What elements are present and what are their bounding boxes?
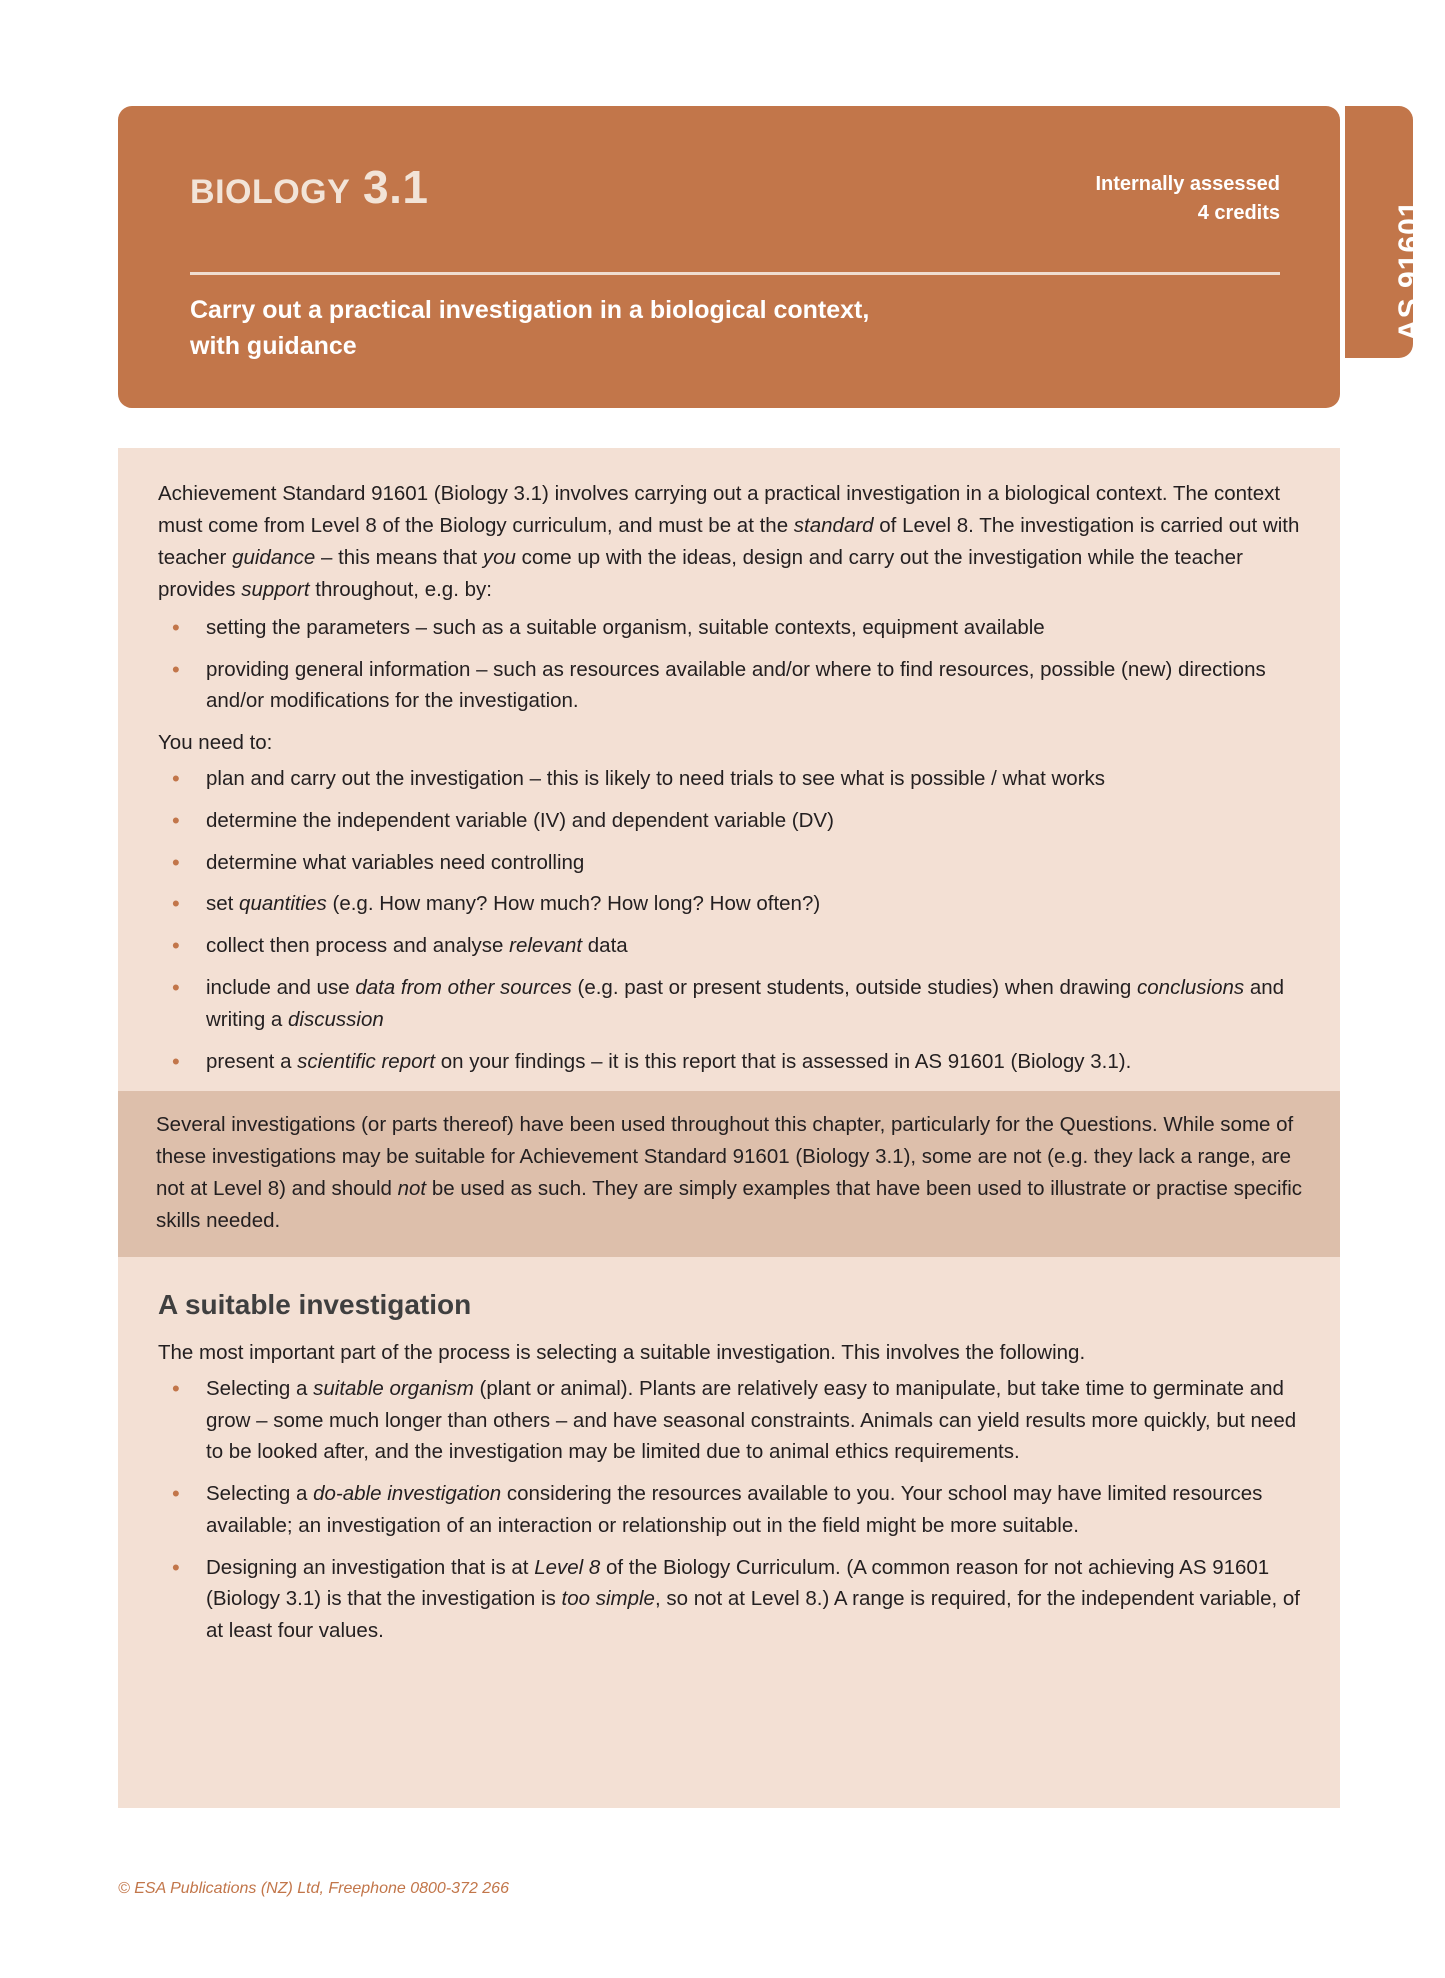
standard-title xyxy=(190,292,1190,365)
callout-text-2: be used as such. They are simply examples that have been used to illustrate or practise specific skills needed. xyxy=(156,1177,1303,1233)
list-item-text: setting the parameters – such as a suitable organism, suitable contexts, equipment available xyxy=(206,615,1045,639)
list-item xyxy=(158,972,1302,1036)
list-item-em: do-able investigation xyxy=(313,1482,502,1506)
list-item-text: determine what variables need controlling xyxy=(206,850,585,874)
list-item xyxy=(158,930,1302,962)
standard-title-line2: with guidance xyxy=(190,332,357,361)
intro-em-4: support xyxy=(241,577,310,601)
list-item-text-2: (e.g. past or present students, outside studies) when drawing xyxy=(571,975,1138,999)
list-item xyxy=(158,888,1302,920)
intro-part-4: come up with the ideas, design and carry out the investigation while the teacher provides xyxy=(158,545,1243,601)
list-item-text: providing general information – such as resources available and/or where to find resources, possible (new) directions and/or modifications for the investigation. xyxy=(206,657,1266,713)
callout-box xyxy=(118,1091,1340,1257)
callout-text-1: Several investigations (or parts thereof) have been used throughout this chapter, particularly for the Questions. While some of these investigations may be suitable for Achievement Standard 91601 (Biology 3.1), some are not (e.g. they lack a range, are not at Level 8) and should xyxy=(156,1113,1294,1201)
footer-copyright: © ESA Publications (NZ) Ltd, Freephone 0800-372 266 xyxy=(118,1880,509,1897)
intro-part-3: – this means that xyxy=(315,545,483,569)
list-item-text-2: considering the resources available to you. Your school may have limited resources available; an investigation of an interaction or relationship out in the field might be more suitable. xyxy=(206,1482,1263,1537)
intro-em-3: you xyxy=(482,545,516,569)
assessment-type: Internally assessed xyxy=(1095,173,1280,195)
intro-part-5: throughout, e.g. by: xyxy=(309,577,492,601)
list-item-text: set xyxy=(206,892,240,916)
list-item xyxy=(158,1552,1302,1647)
list-item-em: scientific report xyxy=(297,1049,436,1073)
subject-name: IOLOGY xyxy=(215,173,351,211)
intro-part-1: Achievement Standard 91601 (Biology 3.1) involves carrying out a practical investigation in a biological context. The context must come from Level 8 of the Biology curriculum, and must be at the xyxy=(158,482,1281,537)
list-item-text-2: (e.g. How many? How much? How long? How often?) xyxy=(326,892,821,916)
list-item-em: data from other sources xyxy=(355,975,572,999)
subject-number: 3.1 xyxy=(363,161,429,213)
list-item-text: plan and carry out the investigation – this is likely to need trials to see what is possible / what works xyxy=(206,767,1106,791)
list-item-text-3: , so not at Level 8.) A range is required, for the independent variable, of at least four values. xyxy=(206,1587,1300,1643)
credit-count: 4 credits xyxy=(1197,202,1280,224)
standard-title-line1: Carry out a practical investigation in a biological context, xyxy=(190,296,870,324)
list-item xyxy=(158,805,1302,837)
suitable-investigation-list xyxy=(158,1373,1302,1647)
you-need-to-label: You need to: xyxy=(158,731,273,755)
list-item-text-3: and writing a xyxy=(206,975,1285,1031)
teacher-support-list xyxy=(158,612,1302,717)
page-title xyxy=(190,160,428,214)
you-need-to-list xyxy=(158,763,1302,1077)
list-item-em-2: conclusions xyxy=(1137,975,1245,999)
list-item xyxy=(158,654,1302,718)
intro-paragraph xyxy=(158,478,1302,606)
section-heading: A suitable investigation xyxy=(158,1289,472,1321)
list-item-text: present a xyxy=(206,1049,298,1073)
list-item xyxy=(158,847,1302,879)
list-item-em: Level 8 xyxy=(534,1555,601,1579)
list-item-text: Selecting a xyxy=(206,1376,314,1400)
list-item xyxy=(158,763,1302,795)
list-item-em: relevant xyxy=(509,934,583,958)
callout-em-1: not xyxy=(397,1177,427,1201)
assessment-info xyxy=(1095,170,1280,228)
list-item-text: determine the independent variable (IV) and dependent variable (DV) xyxy=(206,808,834,832)
content-block xyxy=(118,448,1340,1808)
list-item xyxy=(158,1478,1302,1542)
standard-side-tab xyxy=(1345,106,1426,358)
intro-em-2: guidance xyxy=(232,545,316,569)
section-intro: The most important part of the process is selecting a suitable investigation. This involves the following. xyxy=(158,1340,1086,1364)
intro-part-2: of Level 8. The investigation is carried out with teacher xyxy=(158,513,1300,569)
list-item-text-2: of the Biology Curriculum. (A common reason for not achieving AS 91601 (Biology 3.1) is that the investigation is xyxy=(206,1555,1270,1611)
intro-em-1: standard xyxy=(793,513,874,537)
list-item-em-3: discussion xyxy=(288,1007,384,1031)
list-item-text-2: on your findings – it is this report that is assessed in AS 91601 (Biology 3.1). xyxy=(435,1049,1132,1073)
list-item xyxy=(158,1373,1302,1468)
subject-initial: B xyxy=(190,173,216,211)
side-tab-label: AS 91601 xyxy=(1393,199,1426,341)
list-item-text: Designing an investigation that is at xyxy=(206,1555,535,1579)
list-item-em: quantities xyxy=(239,892,327,916)
list-item-text: include and use xyxy=(206,975,356,999)
list-item-text: Selecting a xyxy=(206,1482,314,1506)
list-item-text: collect then process and analyse xyxy=(206,934,510,958)
list-item xyxy=(158,612,1302,644)
list-item-text-2: (plant or animal). Plants are relatively easy to manipulate, but take time to germinate and grow – some much longer than others – and have seasonal constraints. Animals can yield results more quickly, but need to be looked after, and the investigation may be limited due to animal ethics requirements. xyxy=(206,1376,1297,1464)
list-item xyxy=(158,1046,1302,1078)
list-item-em: suitable organism xyxy=(313,1376,474,1400)
list-item-em-2: too simple xyxy=(561,1587,655,1611)
list-item-text-2: data xyxy=(582,934,628,958)
header-title-row xyxy=(190,160,1280,242)
header-divider xyxy=(190,272,1280,275)
